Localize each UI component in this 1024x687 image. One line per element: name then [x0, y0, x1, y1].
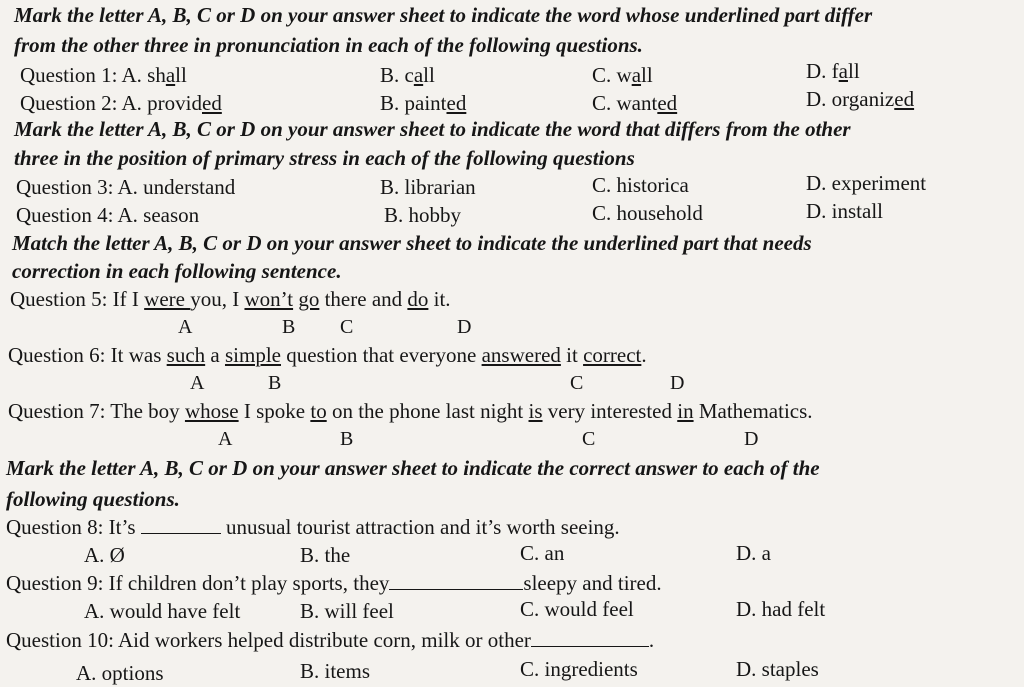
question4-option-c: C. household [592, 201, 703, 225]
question6-sentence: Question 6: It was such a simple question that everyone answered it correct. [8, 343, 647, 367]
question1-option-d: D. fall [806, 59, 860, 83]
question5-label-c: C [340, 316, 354, 338]
question6-label-b: B [268, 372, 282, 394]
question7-label-c: C [582, 428, 596, 450]
question9-blank [389, 571, 523, 590]
question7-label-b: B [340, 428, 354, 450]
section2-instruction-line2: three in the position of primary stress in each of the following questions [14, 146, 635, 170]
question8-sentence: Question 8: It’s unusual tourist attraction and it’s worth seeing. [6, 515, 620, 539]
section4-instruction-line1: Mark the letter A, B, C or D on your answer sheet to indicate the correct answer to each of the [6, 456, 820, 480]
question6-label-d: D [670, 372, 685, 394]
section4-instruction-line2: following questions. [6, 487, 180, 511]
question4-option-d: D. install [806, 199, 883, 223]
section1-instruction-line1: Mark the letter A, B, C or D on your answer sheet to indicate the word whose underlined part differ [14, 3, 873, 27]
question10-option-a: A. options [76, 661, 164, 685]
question6-label-c: C [570, 372, 584, 394]
question4-option-b: B. hobby [384, 203, 462, 227]
question8-blank [141, 515, 221, 534]
question1-option-b: B. call [380, 63, 435, 87]
question10-option-d: D. staples [736, 657, 819, 681]
question7-label-a: A [218, 428, 233, 450]
question10-option-b: B. items [300, 659, 371, 683]
question3-option-d: D. experiment [806, 171, 927, 195]
question9-option-d: D. had felt [736, 597, 826, 621]
question9-option-c: C. would feel [520, 597, 634, 621]
question1-option-a: Question 1: A. shall [20, 63, 187, 87]
section3-instruction-line1: Match the letter A, B, C or D on your answer sheet to indicate the underlined part that needs [12, 231, 812, 255]
question4-option-a: Question 4: A. season [16, 203, 200, 227]
question2-option-b: B. painted [380, 91, 467, 115]
question5-label-a: A [178, 316, 193, 338]
question1-option-c: C. wall [592, 63, 653, 87]
question3-option-c: C. historica [592, 173, 689, 197]
section3-instruction-line2: correction in each following sentence. [12, 259, 342, 283]
question9-option-b: B. will feel [300, 599, 394, 623]
question7-sentence: Question 7: The boy whose I spoke to on the phone last night is very interested in Mathematics. [8, 399, 813, 423]
section2-instruction-line1: Mark the letter A, B, C or D on your answer sheet to indicate the word that differs from the other [14, 117, 851, 141]
question3-option-a: Question 3: A. understand [16, 175, 236, 199]
question5-sentence: Question 5: If I were you, I won’t go there and do it. [10, 287, 451, 311]
question10-option-c: C. ingredients [520, 657, 638, 681]
question10-blank [531, 628, 649, 647]
question3-option-b: B. librarian [380, 175, 476, 199]
question2-option-c: C. wanted [592, 91, 678, 115]
question8-option-c: C. an [520, 541, 565, 565]
question2-option-d: D. organized [806, 87, 915, 111]
question6-label-a: A [190, 372, 205, 394]
question8-option-b: B. the [300, 543, 351, 567]
question8-option-a: A. Ø [84, 543, 125, 567]
question5-label-b: B [282, 316, 296, 338]
question5-label-d: D [457, 316, 472, 338]
question9-sentence: Question 9: If children don’t play sports, they sleepy and tired. [6, 571, 662, 595]
question10-sentence: Question 10: Aid workers helped distribute corn, milk or other . [6, 628, 655, 652]
section1-instruction-line2: from the other three in pronunciation in each of the following questions. [14, 33, 643, 57]
question2-option-a: Question 2: A. provided [20, 91, 222, 115]
question8-option-d: D. a [736, 541, 771, 565]
question7-label-d: D [744, 428, 759, 450]
question9-option-a: A. would have felt [84, 599, 241, 623]
